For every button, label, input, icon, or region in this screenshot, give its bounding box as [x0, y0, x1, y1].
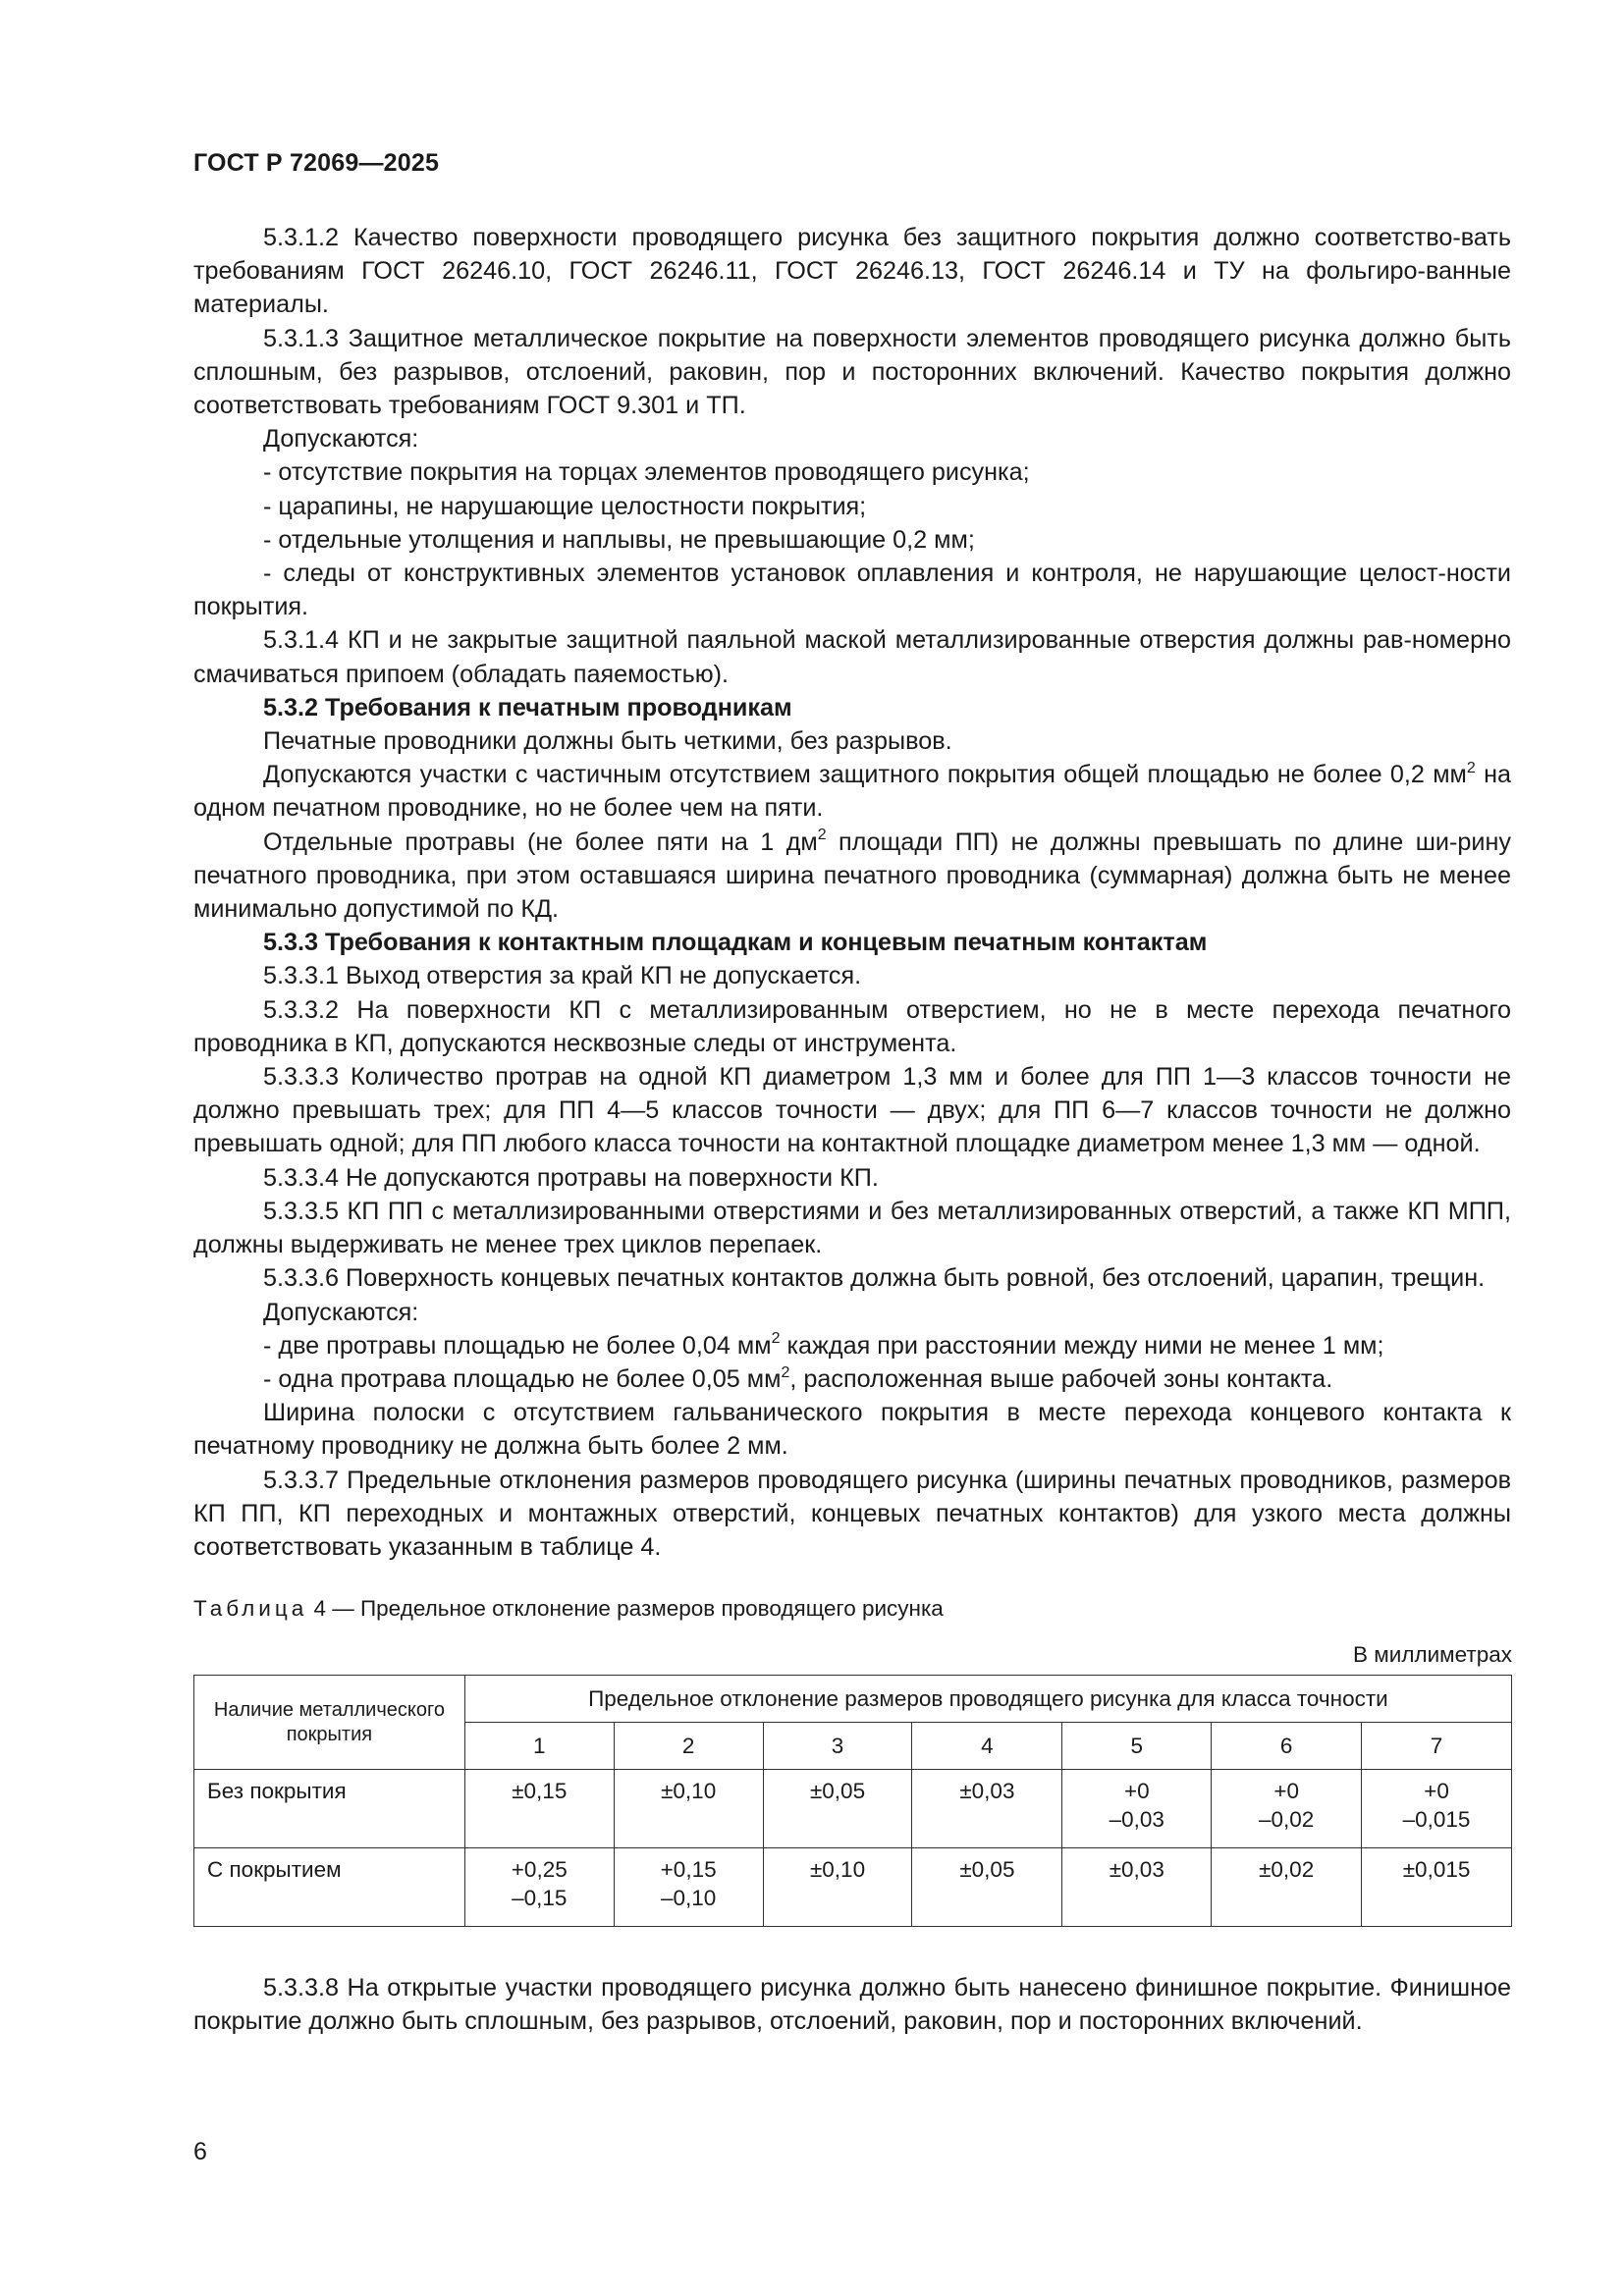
table-cell: ±0,10 [763, 1848, 912, 1927]
table-row [194, 1770, 1512, 1848]
class-header: 7 [1362, 1723, 1512, 1770]
document-body-continued [193, 1971, 1511, 2038]
paragraph: 5.3.3.1 Выход отверстия за край КП не допускается. [263, 962, 862, 990]
page-number: 6 [193, 2138, 207, 2165]
tolerance-table [193, 1675, 1512, 1927]
class-header: 5 [1062, 1723, 1212, 1770]
table-cell: +0 –0,015 [1362, 1770, 1512, 1848]
list-item: - следы от конструктивных элементов установок оплавления и контроля, не нарушающие целост-ности покрытия. [193, 560, 1511, 621]
table-cell: ±0,15 [464, 1770, 614, 1848]
table-cell: +0,25 –0,15 [464, 1848, 614, 1927]
document-body [193, 221, 1511, 1564]
document-header: ГОСТ Р 72069—2025 [193, 149, 440, 177]
paragraph: 5.3.3.3 Количество протрав на одной КП диаметром 1,3 мм и более для ПП 1—3 классов точности не должно превышать трех; для ПП 4—5 классов точности — двух; для ПП 6—7 классов точности не должно превышать одной; для ПП любого класса точности на контактной площадке диаметром менее 1,3 мм — одной. [193, 1063, 1511, 1158]
paragraph: Допускаются: [263, 1298, 419, 1326]
paragraph: Допускаются участки с частичным отсутствием защитного покрытия общей площадью не более 0,2 $мм^2$ на одном печатном проводнике, но не более чем на пяти. [193, 759, 1511, 823]
table-cell: ±0,05 [912, 1848, 1062, 1927]
table-cell: ±0,015 [1362, 1848, 1512, 1927]
row-label: Без покрытия [194, 1770, 465, 1848]
row-header: Наличие металлического покрытия [194, 1676, 465, 1770]
class-header: 1 [464, 1723, 614, 1770]
list-item: - отдельные утолщения и наплывы, не превышающие 0,2 мм; [263, 525, 975, 554]
list-item: - отсутствие покрытия на торцах элементов проводящего рисунка; [263, 458, 1030, 487]
group-header: Предельное отклонение размеров проводящего рисунка для класса точности [464, 1676, 1511, 1723]
paragraph: 5.3.1.2 Качество поверхности проводящего рисунка без защитного покрытия должно соответство-вать требованиям ГОСТ 26246.10, ГОСТ 26246.11, ГОСТ 26246.13, ГОСТ 26246.14 и ТУ на фольгиро-ванные материалы. [193, 224, 1511, 319]
table-cell: +0 –0,03 [1062, 1770, 1212, 1848]
paragraph: Допускаются: [263, 425, 419, 454]
paragraph: 5.3.1.3 Защитное металлическое покрытие на поверхности элементов проводящего рисунка должно быть сплошным, без разрывов, отслоений, раковин, пор и посторонних включений. Качество покрытия должно соответствовать требованиям ГОСТ 9.301 и ТП. [193, 324, 1511, 420]
paragraph: 5.3.3.2 На поверхности КП с металлизированным отверстием, но не в месте перехода печатного проводника в КП, допускаются несквозные следы от инструмента. [193, 995, 1511, 1057]
class-header: 2 [614, 1723, 763, 1770]
section-heading: 5.3.3 Требования к контактным площадкам и концевым печатным контактам [263, 929, 1208, 957]
row-label: С покрытием [194, 1848, 465, 1927]
table-cell: +0 –0,02 [1212, 1770, 1362, 1848]
paragraph: 5.3.3.8 На открытые участки проводящего рисунка должно быть нанесено финишное покрытие. Финишное покрытие должно быть сплошным, без разрывов, отслоений, раковин, пор и посторонних включений. [193, 1974, 1511, 2036]
list-item: - царапины, не нарушающие целостности покрытия; [263, 492, 867, 520]
section-heading: 5.3.2 Требования к печатным проводникам [263, 693, 792, 721]
table-cell: ±0,02 [1212, 1848, 1362, 1927]
paragraph: 5.3.3.7 Предельные отклонения размеров проводящего рисунка (ширины печатных проводников, размеров КП ПП, КП переходных и монтажных отверстий, концевых печатных контактов) для узкого места должны соответствовать указанным в таблице 4. [193, 1466, 1511, 1561]
paragraph: Отдельные протравы (не более пяти на 1 $дм^2$ площади ПП) не должны превышать по длине ши-рину печатного проводника, при этом оставшаяся ширина печатного проводника (суммарная) должна быть не менее минимально допустимой по КД. [193, 827, 1511, 924]
table-caption: Таблица 4 — Предельное отклонение размеров проводящего рисунка [193, 1596, 944, 1621]
paragraph: Ширина полоски с отсутствием гальванического покрытия в месте перехода концевого контакта к печатному проводнику не должна быть более 2 мм. [193, 1399, 1511, 1461]
list-item: - одна протрава площадью не более 0,05 $мм^2$, расположенная выше рабочей зоны контакта. [263, 1363, 1333, 1393]
paragraph: Печатные проводники должны быть четкими, без разрывов. [263, 727, 952, 756]
class-header: 4 [912, 1723, 1062, 1770]
table-cell: ±0,05 [763, 1770, 912, 1848]
table-row [194, 1848, 1512, 1927]
class-header: 3 [763, 1723, 912, 1770]
list-item: - две протравы площадью не более 0,04 $мм^2$ каждая при расстоянии между ними не менее 1 мм; [263, 1330, 1384, 1360]
paragraph: 5.3.3.4 Не допускаются протравы на поверхности КП. [263, 1163, 879, 1192]
paragraph: 5.3.3.6 Поверхность концевых печатных контактов должна быть ровной, без отслоений, царапин, трещин. [263, 1264, 1486, 1293]
paragraph: 5.3.1.4 КП и не закрытые защитной паяльной маской металлизированные отверстия должны рав-номерно смачиваться припоем (обладать паяемостью). [193, 626, 1511, 688]
table-cell: ±0,10 [614, 1770, 763, 1848]
class-header: 6 [1212, 1723, 1362, 1770]
table-unit: В миллиметрах [1353, 1642, 1512, 1667]
table-cell: +0,15 –0,10 [614, 1848, 763, 1927]
table-cell: ±0,03 [912, 1770, 1062, 1848]
table-cell: ±0,03 [1062, 1848, 1212, 1927]
paragraph: 5.3.3.5 КП ПП с металлизированными отверстиями и без металлизированных отверстий, а также КП МПП, должны выдерживать не менее трех циклов перепаек. [193, 1197, 1511, 1259]
